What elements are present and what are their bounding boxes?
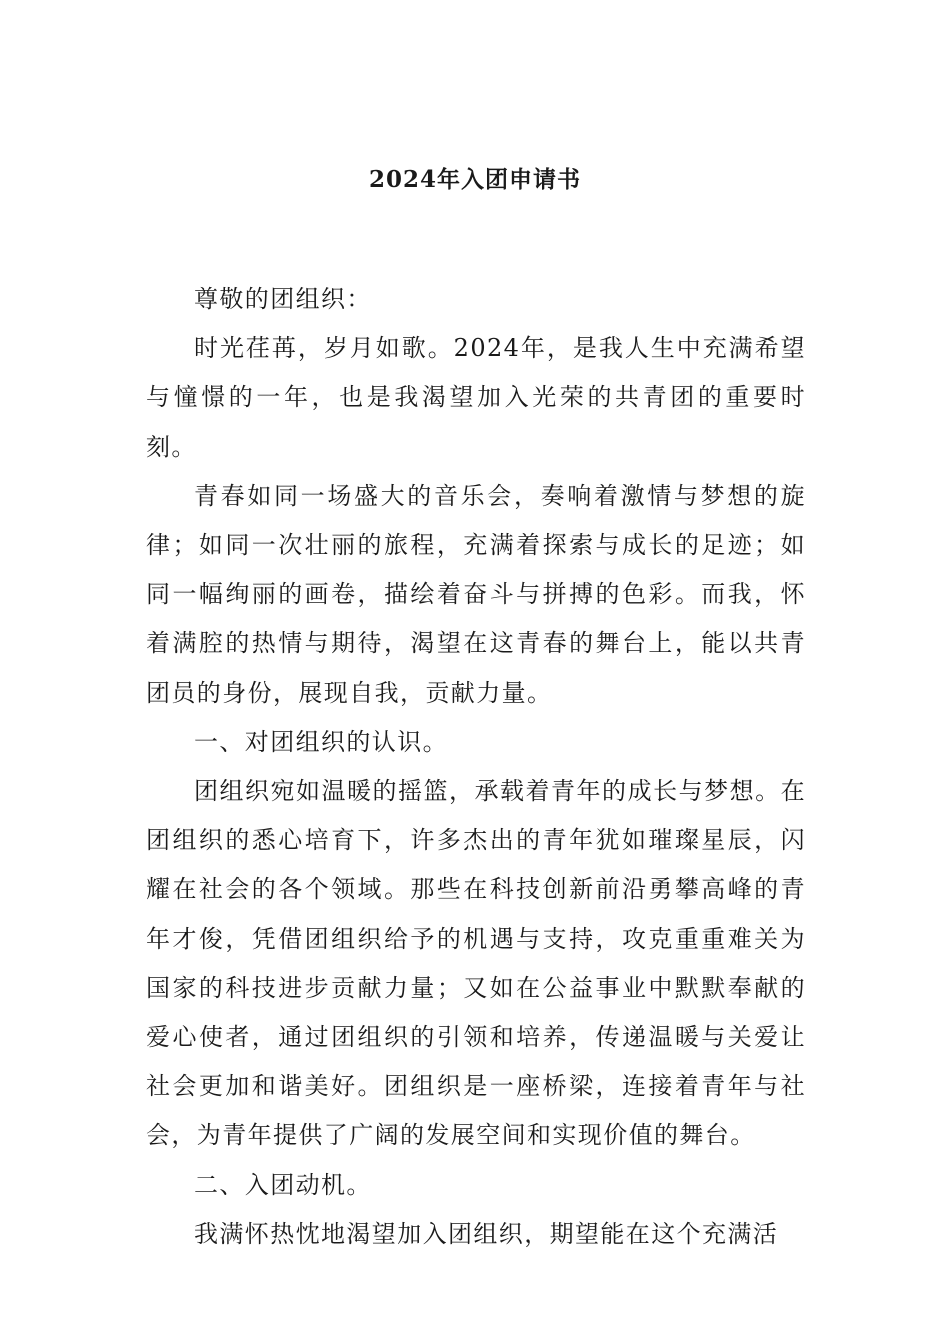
document-title: 2024年入团申请书 — [368, 166, 581, 193]
paragraph-intro: 时光荏苒，岁月如歌。2024年，是我人生中充满希望与憧憬的一年，也是我渴望加入光荣的共青团的重要时刻。 — [146, 334, 806, 461]
section-heading-2: 二、入团动机。 — [194, 1170, 372, 1199]
paragraph-motivation: 我满怀热忱地渴望加入团组织，期望能在这个充满活 — [194, 1219, 779, 1248]
document-body — [146, 275, 806, 1259]
section-heading-1: 一、对团组织的认识。 — [194, 727, 448, 756]
paragraph-youth: 青春如同一场盛大的音乐会，奏响着激情与梦想的旋律；如同一次壮丽的旅程，充满着探索与成长的足迹；如同一幅绚丽的画卷，描绘着奋斗与拼搏的色彩。而我，怀着满腔的热情与期待，渴望在这青春的舞台上，能以共青团员的身份，展现自我，贡献力量。 — [146, 481, 806, 707]
paragraph-understanding: 团组织宛如温暖的摇篮，承载着青年的成长与梦想。在团组织的悉心培育下，许多杰出的青年犹如璀璨星辰，闪耀在社会的各个领域。那些在科技创新前沿勇攀高峰的青年才俊，凭借团组织给予的机遇与支持，攻克重重难关为国家的科技进步贡献力量；又如在公益事业中默默奉献的爱心使者，通过团组织的引领和培养，传递温暖与关爱让社会更加和谐美好。团组织是一座桥梁，连接着青年与社会，为青年提供了广阔的发展空间和实现价值的舞台。 — [146, 777, 806, 1150]
salutation: 尊敬的团组织： — [194, 285, 372, 313]
